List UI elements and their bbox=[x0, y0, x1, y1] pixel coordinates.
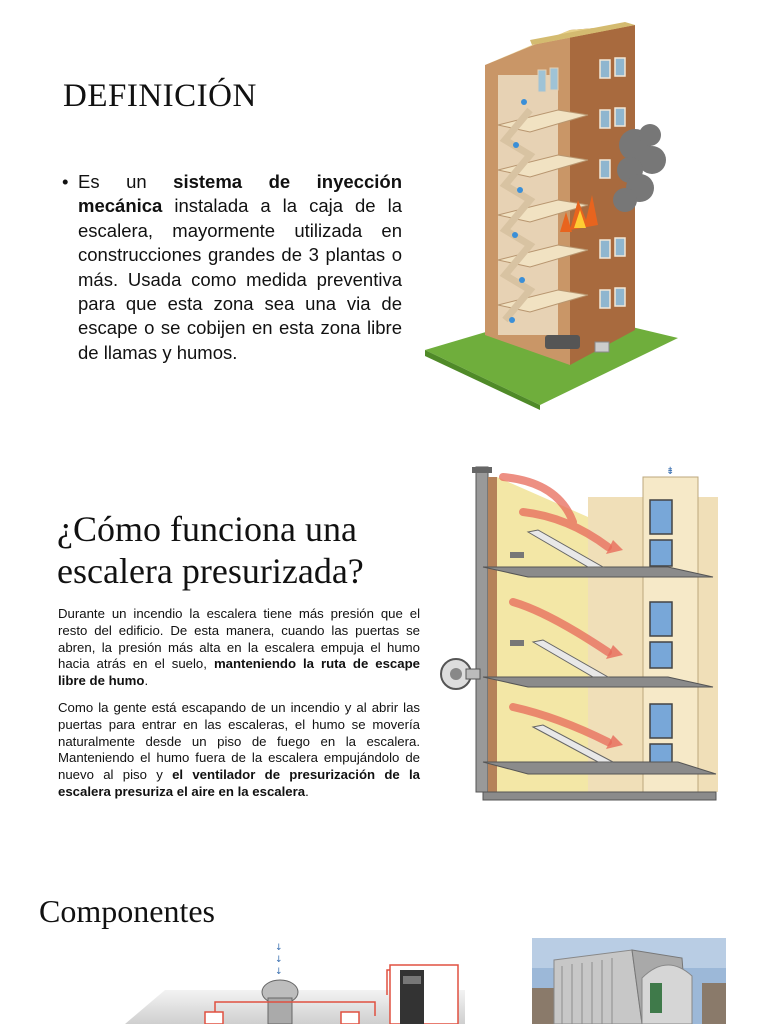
svg-text:↓: ↓ bbox=[275, 943, 283, 953]
definition-text-bold: sistema de inyección mecánica bbox=[78, 171, 402, 217]
how-it-works-paragraph-1 bbox=[58, 606, 420, 690]
svg-text:↓: ↓ bbox=[275, 955, 283, 965]
svg-text:⇟: ⇟ bbox=[666, 466, 675, 477]
paragraph-1-text: Durante un incendio la escalera tiene más presión que el resto del edificio. De esta manera, cuando las puertas se abren, la presión más alta en la escalera empuja el humo hacia atrás en el suelo, bbox=[58, 606, 420, 672]
components-title: Componentes bbox=[39, 893, 215, 929]
paragraph-1-bold: manteniendo la ruta de escape libre de humo bbox=[58, 656, 420, 689]
definition-paragraph bbox=[62, 170, 402, 365]
definition-text-start: Es un bbox=[78, 171, 174, 192]
paragraph-2-bold: el ventilador de presurización de la escalera presuriza el aire en la escalera bbox=[58, 767, 420, 799]
pressurized-building-illustration bbox=[420, 20, 690, 410]
how-it-works-title: ¿Cómo funciona una escalera presurizada? bbox=[57, 509, 364, 591]
definition-text-rest: instalada a la caja de la escalera, mayormente utilizada en construcciones grandes de 3 plantas o más. Usada como medida preventiva para que esta zona sea una via de escape o se cobijen en esta zona libre de llamas y humos. bbox=[78, 195, 402, 363]
components-diagram bbox=[125, 940, 465, 1024]
svg-text:↓: ↓ bbox=[275, 967, 283, 977]
paragraph-2-end: . bbox=[305, 783, 309, 799]
definition-text bbox=[62, 170, 402, 365]
paragraph-1-end: . bbox=[144, 673, 149, 689]
bullet-point: • bbox=[62, 171, 69, 192]
ventilation-unit-photo bbox=[532, 938, 726, 1024]
stairwell-section-illustration bbox=[438, 462, 723, 812]
definition-title: DEFINICIÓN bbox=[63, 78, 257, 114]
how-it-works-paragraph-2 bbox=[58, 700, 420, 801]
paragraph-2-text: Como la gente está escapando de un incendio y al abrir las puertas para entrar en las escaleras, el humo se movería naturalmente desde un piso de fuego en la escalera. Manteniendo el humo fuera de la escalera empujándolo de nuevo al piso y bbox=[58, 700, 420, 783]
